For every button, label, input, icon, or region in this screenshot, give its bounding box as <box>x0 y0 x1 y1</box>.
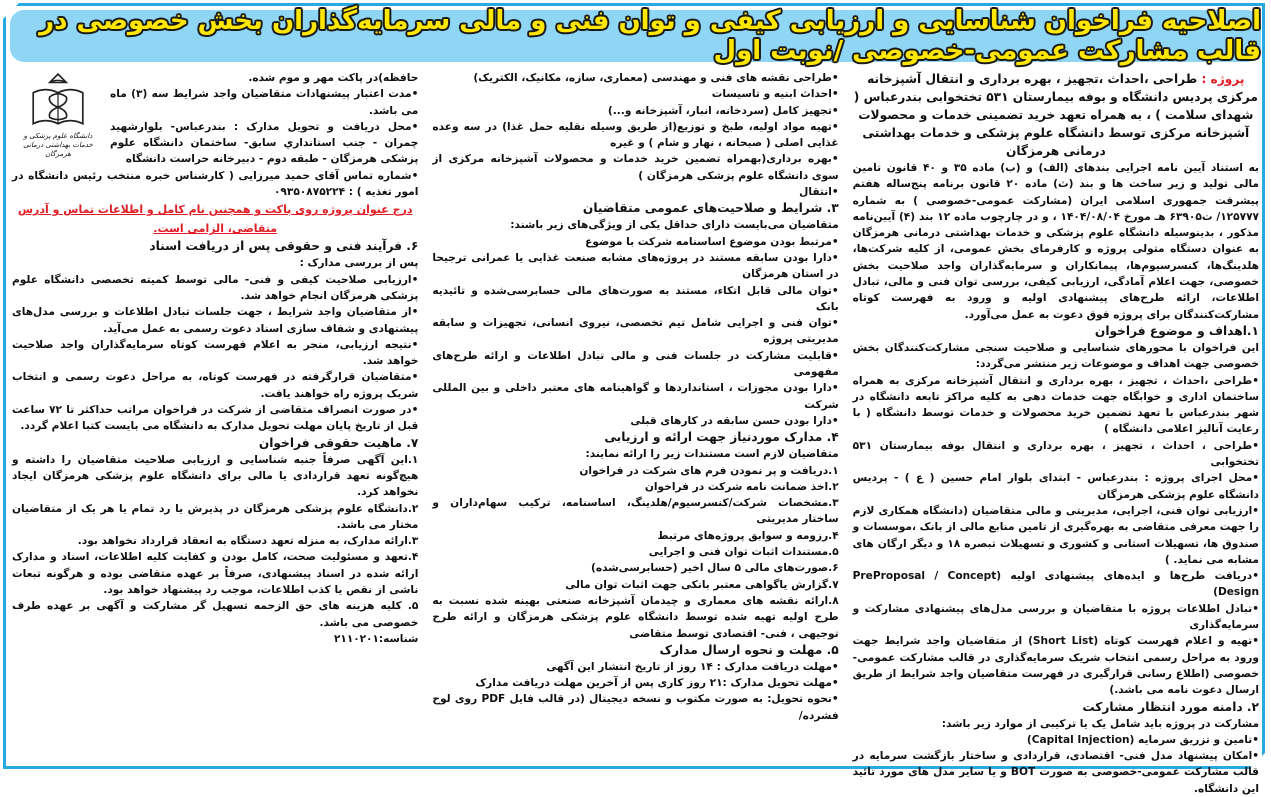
project-title <box>853 70 1259 160</box>
logo-caption-2: خدمات بهداشتی درمانی هرمزگان <box>23 141 93 158</box>
list-item: ۱.این آگهی صرفاً جنبه شناسایی و ارزیابی صلاحیت متقاضیان را داشته و هیچ‌گونه تعهد قراردادی یا مالی برای دانشگاه علوم پزشکی هرمزگان ایجاد نخواهد کرد. <box>12 453 419 499</box>
list-item: ۲.دانشگاه علوم پزشکی هرمزگان در پذیرش یا رد تمام یا هر یک از متقاضیان مختار می باشد. <box>12 502 419 531</box>
section-1-title: ۱.اهداف و موضوع فراخوان <box>1094 323 1259 338</box>
header-banner <box>10 6 1261 66</box>
project-lead: پروژه : <box>1201 72 1245 86</box>
list-item: • نحوه تحویل: به صورت مکتوب و نسخه دیجیتال (در قالب فایل PDF روی لوح فشرده/ <box>432 691 838 724</box>
list-item: ۵. کلیه هزینه های حق الزحمه تسهیل گر مشارکت و آگهی بر عهده طرف خصوصی می باشد. <box>12 600 419 629</box>
list-item: • از متقاضیان واجد شرایط ، جهت جلسات تبادل اطلاعات و بررسی مدل‌های پیشنهادی و شفاف سازی اسناد دعوت رسمی به عمل می‌آید. <box>12 304 418 337</box>
list-item: • تهیه و اعلام فهرست کوتاه (Short List) از متقاضیان واجد شرایط جهت ورود به مراحل رسمی انتخاب شریک سرمایه‌گذاری در قالب مشارکت عمومی- خصوصی (اطلاع رسانی قرارگیری در فهرست متقاضیان واجد شرایط از طریق ارسال دعوت نامه می باشد.) <box>853 633 1259 698</box>
section-6-intro: پس از بررسی مدارک : <box>299 257 419 270</box>
content-columns <box>12 70 1260 795</box>
list-item: • مدت اعتبار پیشنهادات متقاضیان واجد شرایط سه (۳) ماه می باشد. <box>110 86 418 119</box>
list-item: ۵.مستندات اثبات توان فنی و اجرایی <box>648 546 839 559</box>
column-middle <box>432 70 838 765</box>
section-3-intro: متقاضیان می‌بایست دارای حداقل یکی از ویژگی‌های زیر باشند: <box>510 219 839 232</box>
list-item: • تجهیز کامل (سردخانه، انبار، آشپزخانه و...) <box>432 103 838 119</box>
page-title: اصلاحیه فراخوان شناسایی و ارزیابی کیفی و توان فنی و مالی سرمایه‌گذاران بخش خصوصی در قالب مشارکت عمومی-خصوصی /نوبت اول <box>39 6 1261 66</box>
list-item: ۱.دریافت و پر نمودن فرم های شرکت در فراخوان <box>579 464 839 477</box>
list-item: • احداث ابنیه و تاسیسات <box>432 86 838 102</box>
contact-item: • شماره تماس آقای حمید میرزایی ( کارشناس خبره منتخب رئیس دانشگاه در امور تغذیه ) : ۰۹۳۵۰۸۷۵۲۲۴ <box>12 168 418 201</box>
list-item: • تهیه مواد اولیه، طبخ و توزیع(از طریق وسیله نقلیه حمل غذا) در سه وعده غذایی اصلی ( صبحانه ، نهار و شام ) و غیره <box>432 119 838 152</box>
section-4-intro: متقاضیان لازم است مستندات زیر را ارائه نمایند: <box>585 448 839 461</box>
list-item: ۲.اخذ ضمانت نامه شرکت در فراخوان <box>644 480 839 493</box>
ad-id-value: ۲۱۱۰۲۰۱ <box>334 632 379 645</box>
list-item: • ارزیابی توان فنی، اجرایی، مدیریتی و مالی متقاضیان (دانشگاه همکاری لازم را جهت معرفی متقاضی به بهره‌گیری از تامین منابع مالی از بانک ،موسسات و صندوق ها، تسهیلات استانی و کشوری و تسهیلات تبصره ۱۸ و دیگر ارگان های مشابه می نماید. ) <box>853 503 1259 568</box>
section-5-title: ۵. مهلت و نحوه ارسال مدارک <box>659 642 839 657</box>
list-item: • توان فنی و اجرایی شامل تیم تخصصی، نیروی انسانی، تجهیزات و سابقه مدیریتی پروژه <box>432 315 838 348</box>
section-2-intro: مشارکت در پروژه باید شامل یک یا ترکیبی از موارد زیر باشد: <box>941 717 1259 730</box>
list-item: • قابلیت مشارکت در جلسات فنی و مالی تبادل اطلاعات و ارائه طرح‌های مفهومی <box>432 348 838 381</box>
project-title-text: طراحی ،احداث ،تجهیز ، بهره برداری و انتقال آشپزخانه مرکزی پردیس دانشگاه و بوفه بیمارستان ۵۳۱ تختخوابی بندرعباس ( شهدای سلامت ) ، به همراه تعهد خرید تضمینی خدمات و محصولات آشپزخانه مرکزی توسط دانشگاه علوم پزشکی و خدمات بهداشتی درمانی هرمزگان <box>853 72 1258 158</box>
list-item: • مهلت تحویل مدارک :۲۱ روز کاری پس از آخرین مهلت دریافت مدارک <box>432 675 838 691</box>
list-item: • دریافت طرح‌ها و ایده‌های پیشنهادی اولیه (PreProposal / Concept Design) <box>853 568 1259 601</box>
university-logo <box>12 70 104 159</box>
list-item: • مرتبط بودن موضوع اساسنامه شرکت با موضوع <box>432 234 838 250</box>
ad-id-label: شناسه: <box>378 632 419 645</box>
list-item: • دارا بودن سابقه مستند در پروژه‌های مشابه صنعت غذایی یا عمرانی ترجیحا در استان هرمزگان <box>432 250 838 283</box>
column-right <box>852 70 1260 795</box>
section-6-title: ۶. فرآیند فنی و حقوقی پس از دریافت اسناد <box>149 239 419 254</box>
list-item: ۳.مشخصات شرکت/کنسرسیوم/هلدینگ، اساسنامه، ترکیب سهام‌داران و ساختار مدیریتی <box>432 497 839 526</box>
list-item: • دارا بودن مجوزات ، استانداردها و گواهینامه های معتبر داخلی و بین المللی شرکت <box>432 380 838 413</box>
list-item: • توان مالی قابل اتکاء، مستند به صورت‌های مالی حسابرسی‌شده و تائیدیه بانک <box>432 283 838 316</box>
required-note: درج عنوان پروژه روی پاکت و همچنین نام کامل و اطلاعات تماس و آدرس متقاضی، الزامی است. <box>17 203 413 236</box>
section-4-title: ۴. مدارک موردنیاز جهت ارائه و ارزیابی <box>604 430 839 445</box>
list-item: • طراحی نقشه های فنی و مهندسی (معماری، سازه، مکانیک، الکتریک) <box>432 70 838 86</box>
list-item: • دارا بودن حسن سابقه در کارهای قبلی <box>432 413 838 429</box>
list-item: • انتقال <box>432 184 838 200</box>
logo-row <box>12 70 418 168</box>
list-item: • محل اجرای پروژه : بندرعباس - ابتدای بلوار امام حسین ( ع ) - پردیس دانشگاه علوم پزشکی هرمزگان <box>853 470 1259 503</box>
list-item: ۸.ارائه نقشه های معماری و چیدمان آشپزخانه صنعتی بهینه شده نسبت به طرح اولیه تهیه شده توسط دانشگاه علوم پزشکی هرمزگان و ارائه طرح توجیهی ، فنی- اقتصادی توسط متقاضی <box>432 594 839 640</box>
list-item: • تبادل اطلاعات پروژه با متقاضیان و بررسی مدل‌های پیشنهادی مشارکت و سرمایه‌گذاری <box>853 601 1259 634</box>
left-top-text <box>110 70 418 168</box>
list-item: ۴.تعهد و مسئولیت صحت، کامل بودن و کفایت کلیه اطلاعات، اسناد و مدارک ارائه شده در اسناد پیشنهادی، صرفاً بر عهده متقاضی بوده و هرگونه تبعات ناشی از نقص یا کذب اطلاعات، موجب رد پیشنهاد خواهد بود. <box>12 551 419 597</box>
book-emblem-icon <box>27 70 89 132</box>
list-item: • ارزیابی صلاحیت کیفی و فنی- مالی توسط کمیته تخصصی دانشگاه علوم پزشکی هرمزگان انجام خواهد شد. <box>12 272 418 305</box>
list-item: ۶.صورت‌های مالی ۵ سال اخیر (حسابرسی‌شده) <box>591 562 839 575</box>
column-left <box>12 70 418 765</box>
list-item: • طراحی ، احداث ، تجهیز ، بهره برداری و انتقال بوفه بیمارستان ۵۳۱ تختخوابی <box>853 438 1259 471</box>
continuation-text: حافظه)در پاکت مهر و موم شده. <box>248 72 419 84</box>
section-7-title: ۷. ماهیت حقوقی فراخوان <box>258 435 419 450</box>
section-3-title: ۳. شرایط و صلاحیت‌های عمومی متقاضیان <box>582 201 839 216</box>
list-item: • محل دریافت و تحویل مدارک : بندرعباس- بلوارشهید چمران - جنب استانداري سابق- ساختمان دانشگاه علوم پزشکی هرمزگان - طبقه دوم - دبیرخانه حراست دانشگاه <box>110 119 418 168</box>
list-item: ۷.گزارش یاگواهی معتبر بانکی جهت اثبات توان مالی <box>565 578 839 591</box>
section-1-intro: این فراخوان با محورهای شناسایی و صلاحیت سنجی مشارکت‌کنندگان بخش خصوصی جهت اهداف و موضوعات زیر منتشر می‌گردد: <box>852 341 1259 371</box>
list-item: • مهلت دریافت مدارک : ۱۴ روز از تاریخ انتشار این آگهی <box>432 659 838 675</box>
list-item: • طراحی ،احداث ، تجهیز ، بهره برداری و انتقال آشپزخانه مرکزی به همراه ساختمان اداری و خوابگاه جهت خدمات دهی به کلیه مراکز تابعه دانشگاه در شهر بندرعباس با تعهد تضمین خرید محصولات و خدمات توسط دانشگاه ( با رعایت آنالیز اعلامی دانشگاه ) <box>853 373 1259 438</box>
list-item: ۳.ارائه مدارک، به منزله تعهد دستگاه به انعقاد قرارداد نخواهد بود. <box>77 535 419 548</box>
list-item: • بهره برداری(بهمراه تضمین خرید خدمات و محصولات آشپزخانه مرکزی از سوی دانشگاه علوم پزشکی هرمزگان ) <box>432 151 838 184</box>
list-item: ۴.رزومه و سوابق پروژه‌های مرتبط <box>657 529 839 542</box>
logo-caption-1: دانشگاه علوم پزشکی و <box>23 132 93 140</box>
list-item: • امکان پیشنهاد مدل فنی- اقتصادی، قراردادی و ساختار بازگشت سرمایه در قالب مشارکت عمومی-خصوصی به صورت BOT و یا سایر مدل های مورد تائید این دانشگاه. <box>853 748 1259 797</box>
list-item: • متقاضیان قرارگرفته در فهرست کوتاه، به مراحل دعوت رسمی و انتخاب شریک پروژه راه خواهند یافت. <box>12 369 418 402</box>
ad-id <box>12 631 418 647</box>
intro-paragraph: به استناد آیین نامه اجرایی بندهای (الف) و (ب) ماده ۳۵ و ۴۰ قانون تامین مالی تولید و زیر ساخت ها و بند (ث) ماده ۲۰ قانون برنامه پنج‌ساله هفتم پیشرفت جمهوری اسلامی ایران (مشارکت عمومی-خصوصی ) به شماره ۱۲۵۷۷۷/ ت۶۳۹۰۵ هـ مورخ ۱۴۰۴/۰۸/۰۴ ، و در چارچوب ماده ۱۲ بند (۴) آیین‌نامه مذکور ، بدینوسیله دانشگاه علوم پزشکی و خدمات بهداشتی درمانی هرمزگان به عنوان دستگاه متولی پروژه و کارفرمای بخش عمومی، از کلیه شرکت‌ها، هلدینگ‌ها، کنسرسیوم‌ها، پیمانکاران و سرمایه‌گذاران واجد صلاحیت بخش خصوصی، جهت اعلام آمادگی، ارزیابی کیفی، بررسی توان فنی و مالی، تبادل اطلاعات، ارائه طرح‌های پیشنهادی اولیه و ورود به فهرست کوتاه مشارکت‌کنندگان برای پروژه فوق دعوت به عمل می‌آورد. <box>852 162 1260 321</box>
list-item: • در صورت انصراف متقاضی از شرکت در فراخوان مراتب حداکثر تا ۷۲ ساعت قبل از تاریخ پایان مهلت تحویل مدارک به دانشگاه می بایست کتبا اعلام گردد. <box>12 402 418 435</box>
list-item: • تامین و تزریق سرمایه (Capital Injection) <box>853 732 1259 748</box>
section-2-title: ۲. دامنه مورد انتظار مشارکت <box>1082 699 1259 714</box>
list-item: • نتیجه ارزیابی، منجر به اعلام فهرست کوتاه سرمایه‌گذاران واجد صلاحیت خواهد شد. <box>12 337 418 370</box>
